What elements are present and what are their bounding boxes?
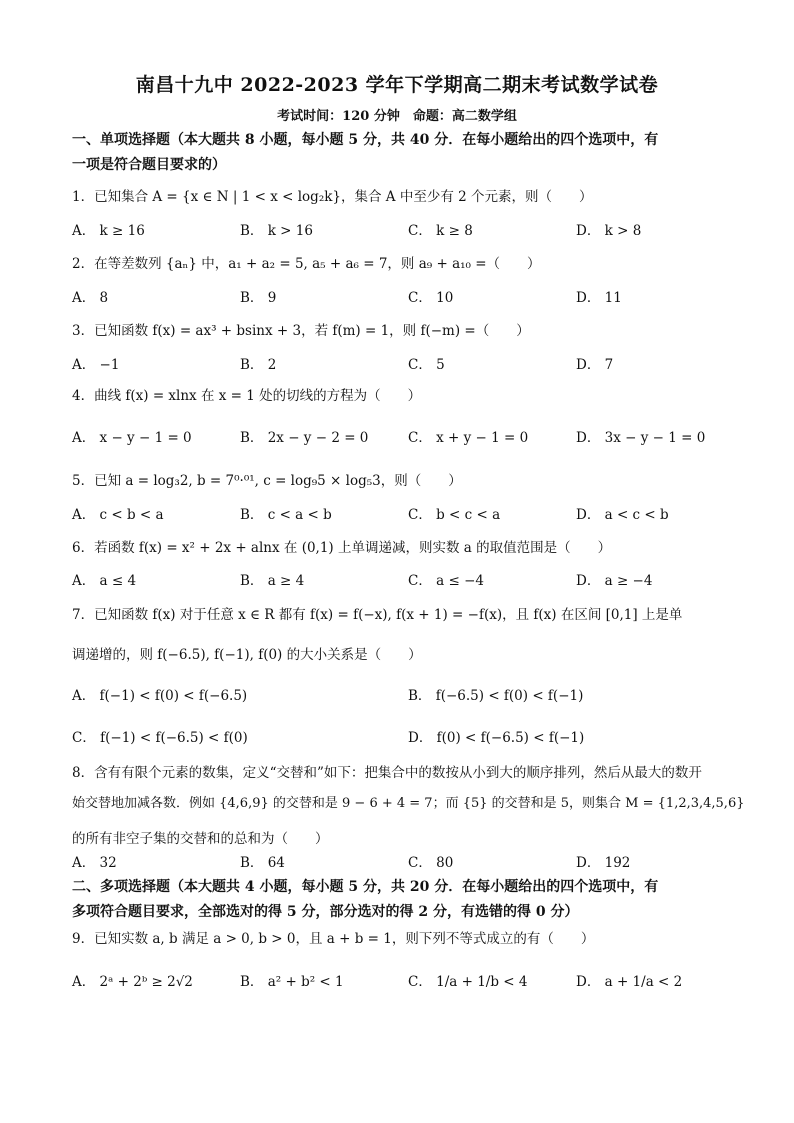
exam-subtitle: 考试时间：120 分钟 命题：高二数学组 bbox=[277, 109, 517, 124]
question-2-stem: 2．在等差数列 {aₙ} 中，a₁ + a₂ = 5, a₅ + a₆ = 7，则 a₉ + a₁₀ =（ ） bbox=[72, 256, 541, 272]
question-1-option-d: D． k > 8 bbox=[576, 223, 642, 239]
question-4-stem: 4．曲线 f(x) = xlnx 在 x = 1 处的切线的方程为（ ） bbox=[72, 388, 422, 404]
section-1-line-2: 一项是符合题目要求的） bbox=[72, 157, 226, 173]
question-1-option-b: B． k > 16 bbox=[240, 223, 313, 239]
question-7-stem-line-2: 调递增的，则 f(−6.5), f(−1), f(0) 的大小关系是（ ） bbox=[72, 647, 422, 663]
question-9-option-a: A． 2ᵃ + 2ᵇ ≥ 2√2 bbox=[72, 974, 193, 990]
question-7-option-b: B． f(−6.5) < f(0) < f(−1) bbox=[408, 688, 584, 704]
question-8-option-c: C． 80 bbox=[408, 855, 454, 871]
question-9-option-b: B． a² + b² < 1 bbox=[240, 974, 344, 990]
question-3-option-c: C． 5 bbox=[408, 357, 445, 373]
question-2-option-b: B． 9 bbox=[240, 290, 277, 306]
question-7-option-d: D． f(0) < f(−6.5) < f(−1) bbox=[408, 730, 585, 746]
question-5-option-b: B． c < a < b bbox=[240, 507, 332, 523]
question-8-option-a: A． 32 bbox=[72, 855, 117, 871]
question-9-option-c: C． 1/a + 1/b < 4 bbox=[408, 974, 528, 990]
question-4-option-d: D． 3x − y − 1 = 0 bbox=[576, 430, 706, 446]
question-3-stem: 3．已知函数 f(x) = ax³ + bsinx + 3，若 f(m) = 1，则 f(−m) =（ ） bbox=[72, 323, 530, 339]
question-1-option-a: A． k ≥ 16 bbox=[72, 223, 145, 239]
question-7-option-a: A． f(−1) < f(0) < f(−6.5) bbox=[72, 688, 248, 704]
section-1-line-1: 一、单项选择题（本大题共 8 小题，每小题 5 分，共 40 分．在每小题给出的四个选项中，有 bbox=[72, 132, 659, 148]
question-8-option-d: D． 192 bbox=[576, 855, 631, 871]
question-6-option-b: B． a ≥ 4 bbox=[240, 573, 305, 589]
section-2-line-2: 多项符合题目要求，全部选对的得 5 分，部分选对的得 2 分，有选错的得 0 分） bbox=[72, 904, 579, 920]
question-2-option-a: A． 8 bbox=[72, 290, 109, 306]
question-4-option-c: C． x + y − 1 = 0 bbox=[408, 430, 529, 446]
question-6-stem: 6．若函数 f(x) = x² + 2x + alnx 在 (0,1) 上单调递减，则实数 a 的取值范围是（ ） bbox=[72, 540, 612, 556]
question-8-stem-line-2: 始交替地加减各数．例如 {4,6,9} 的交替和是 9 − 6 + 4 = 7；而 {5} 的交替和是 5，则集合 M = {1,2,3,4,5,6} bbox=[72, 796, 745, 811]
question-4-option-b: B． 2x − y − 2 = 0 bbox=[240, 430, 369, 446]
question-8-stem-line-3: 的所有非空子集的交替和的总和为（ ） bbox=[72, 831, 329, 847]
question-4-option-a: A． x − y − 1 = 0 bbox=[72, 430, 192, 446]
section-1-heading bbox=[72, 128, 732, 178]
question-7-stem-line-1: 7．已知函数 f(x) 对于任意 x ∈ R 都有 f(x) = f(−x), f(x + 1) = −f(x)，且 f(x) 在区间 [0,1] 上是单 bbox=[72, 607, 683, 623]
question-8-stem-line-1: 8．含有有限个元素的数集，定义“交替和”如下：把集合中的数按从小到大的顺序排列，然后从最大的数开 bbox=[72, 765, 702, 781]
question-5-option-d: D． a < c < b bbox=[576, 507, 669, 523]
section-2-line-1: 二、多项选择题（本大题共 4 小题，每小题 5 分，共 20 分．在每小题给出的四个选项中，有 bbox=[72, 879, 659, 895]
question-6-option-a: A． a ≤ 4 bbox=[72, 573, 137, 589]
question-5-option-c: C． b < c < a bbox=[408, 507, 501, 523]
question-1-stem: 1．已知集合 A = {x ∈ N | 1 < x < log₂k}，集合 A 中至少有 2 个元素，则（ ） bbox=[72, 189, 593, 205]
question-7-option-c: C． f(−1) < f(−6.5) < f(0) bbox=[72, 730, 248, 746]
question-2-option-d: D． 11 bbox=[576, 290, 622, 306]
question-2-option-c: C． 10 bbox=[408, 290, 454, 306]
question-5-option-a: A． c < b < a bbox=[72, 507, 164, 523]
question-8-option-b: B． 64 bbox=[240, 855, 285, 871]
question-3-option-d: D． 7 bbox=[576, 357, 614, 373]
question-3-option-a: A． −1 bbox=[72, 357, 120, 373]
question-1-option-c: C． k ≥ 8 bbox=[408, 223, 473, 239]
question-9-stem: 9．已知实数 a, b 满足 a > 0, b > 0，且 a + b = 1，则下列不等式成立的有（ ） bbox=[72, 931, 595, 947]
exam-title: 南昌十九中 2022-2023 学年下学期高二期末考试数学试卷 bbox=[135, 74, 659, 96]
question-5-stem: 5．已知 a = log₃2, b = 7⁰·⁰¹, c = log₉5 × log₅3，则（ ） bbox=[72, 473, 462, 489]
question-6-option-d: D． a ≥ −4 bbox=[576, 573, 653, 589]
question-6-option-c: C． a ≤ −4 bbox=[408, 573, 484, 589]
question-9-option-d: D． a + 1/a < 2 bbox=[576, 974, 683, 990]
question-3-option-b: B． 2 bbox=[240, 357, 277, 373]
section-2-heading bbox=[72, 875, 732, 925]
